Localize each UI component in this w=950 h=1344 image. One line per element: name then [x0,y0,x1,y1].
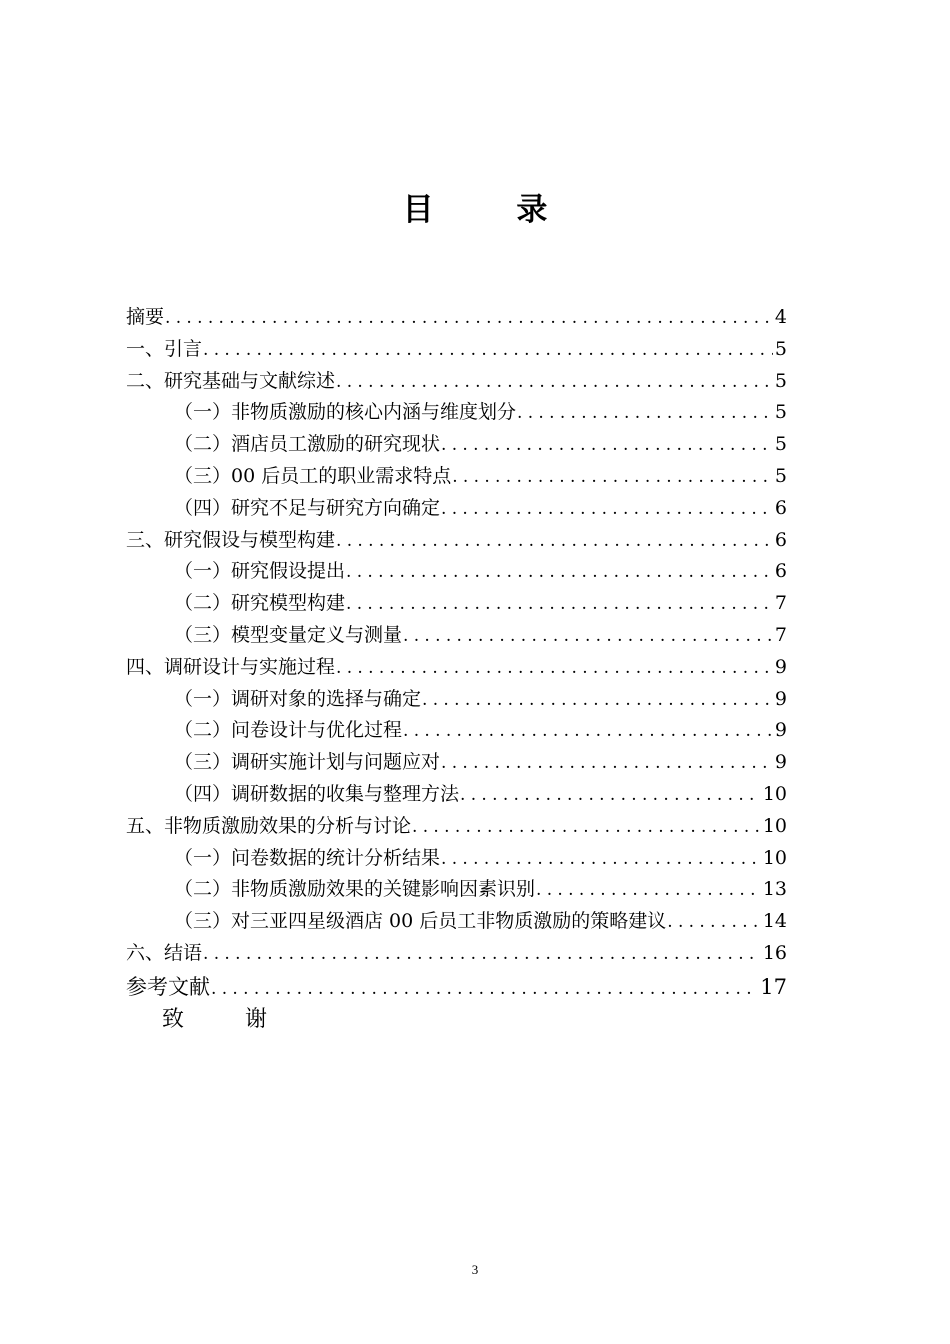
toc-entry[interactable] [126,779,787,811]
toc-entry-label: （三）调研实施计划与问题应对 [174,751,441,774]
toc-entry-label: （一）非物质激励的核心内涵与维度划分 [174,401,517,424]
toc-entry-label: 六、结语 [126,941,203,964]
toc-dot-leader [667,907,761,939]
toc-entry-page: 13 [762,878,787,901]
toc-entry-page: 10 [762,782,787,805]
toc-entry[interactable] [126,525,787,557]
toc-entry-page: 9 [774,719,787,742]
toc-entry[interactable] [126,747,787,779]
toc-entry[interactable] [126,429,787,461]
toc-entry-page: 6 [774,496,787,519]
toc-entry-page: 6 [774,528,787,551]
toc-dot-leader [203,335,773,367]
toc-dot-leader [460,780,761,812]
toc-entry[interactable] [126,620,787,652]
toc-dot-leader [336,367,773,399]
toc-entry-page: 5 [774,337,787,360]
toc-entry-page: 7 [774,592,787,615]
toc-entry-page: 14 [762,910,787,933]
toc-entry-label: （二）问卷设计与优化过程 [174,719,403,742]
toc-entry-page: 9 [774,751,787,774]
toc-entry[interactable] [126,461,787,493]
toc-entry-label: 三、研究假设与模型构建 [126,528,336,551]
toc-entry[interactable] [126,970,787,1004]
toc-dot-leader [336,526,773,558]
toc-entry[interactable] [126,874,787,906]
toc-dot-leader [536,875,761,907]
toc-entry[interactable] [126,843,787,875]
toc-entry[interactable] [126,684,787,716]
toc-dot-leader [165,303,773,335]
toc-entry-page: 16 [762,941,787,964]
toc-entry[interactable] [126,302,787,334]
toc-entry[interactable] [126,906,787,938]
toc-dot-leader [346,589,773,621]
table-of-contents [126,302,787,1004]
toc-entry-page: 9 [774,687,787,710]
toc-dot-leader [441,430,773,462]
toc-entry-label: 一、引言 [126,337,203,360]
toc-entry[interactable] [126,652,787,684]
toc-entry-label: （二）研究模型构建 [174,592,346,615]
toc-entry-label: （三）00 后员工的职业需求特点 [174,464,452,487]
toc-entry-page: 5 [774,401,787,424]
toc-entry-label: （二）非物质激励效果的关键影响因素识别 [174,878,536,901]
toc-entry-page: 5 [774,369,787,392]
toc-dot-leader [441,748,773,780]
toc-dot-leader [441,844,761,876]
toc-dot-leader [441,494,773,526]
acknowledgement-heading: 致 谢 [162,1007,294,1032]
toc-entry[interactable] [126,588,787,620]
toc-entry-label: 四、调研设计与实施过程 [126,655,336,678]
toc-entry-page: 10 [762,814,787,837]
toc-entry[interactable] [126,938,787,970]
toc-entry[interactable] [126,811,787,843]
page-title: 目 录 [402,192,584,228]
toc-entry-label: （三）对三亚四星级酒店 00 后员工非物质激励的策略建议 [174,910,667,933]
toc-dot-leader [422,685,773,717]
toc-dot-leader [336,653,773,685]
toc-entry-label: （一）问卷数据的统计分析结果 [174,846,441,869]
toc-entry-page: 17 [760,974,787,999]
toc-dot-leader [412,812,761,844]
toc-entry-label: （四）研究不足与研究方向确定 [174,496,441,519]
toc-entry-label: 摘要 [126,306,165,328]
toc-entry-label: 参考文献 [126,974,210,999]
toc-entry-label: （三）模型变量定义与测量 [174,623,403,646]
toc-entry-label: （一）调研对象的选择与确定 [174,687,422,710]
toc-dot-leader [203,939,761,971]
toc-entry[interactable] [126,397,787,429]
toc-entry-page: 5 [774,464,787,487]
toc-entry[interactable] [126,556,787,588]
toc-entry[interactable] [126,366,787,398]
toc-entry-label: （四）调研数据的收集与整理方法 [174,782,460,805]
toc-entry-page: 6 [774,560,787,583]
toc-dot-leader [517,398,773,430]
toc-entry-page: 10 [762,846,787,869]
toc-entry-page: 9 [774,655,787,678]
toc-dot-leader [403,621,773,653]
page-number: 3 [471,1262,479,1277]
toc-dot-leader [403,716,773,748]
toc-dot-leader [452,462,773,494]
toc-entry-page: 7 [774,623,787,646]
toc-entry-page: 5 [774,433,787,456]
toc-entry-label: （二）酒店员工激励的研究现状 [174,433,441,456]
toc-entry[interactable] [126,493,787,525]
toc-entry[interactable] [126,334,787,366]
toc-entry-label: （一）研究假设提出 [174,560,346,583]
toc-entry-label: 五、非物质激励效果的分析与讨论 [126,814,412,837]
toc-entry-label: 二、研究基础与文献综述 [126,369,336,392]
toc-dot-leader [346,557,773,589]
toc-entry-page: 4 [774,306,787,328]
toc-entry[interactable] [126,715,787,747]
